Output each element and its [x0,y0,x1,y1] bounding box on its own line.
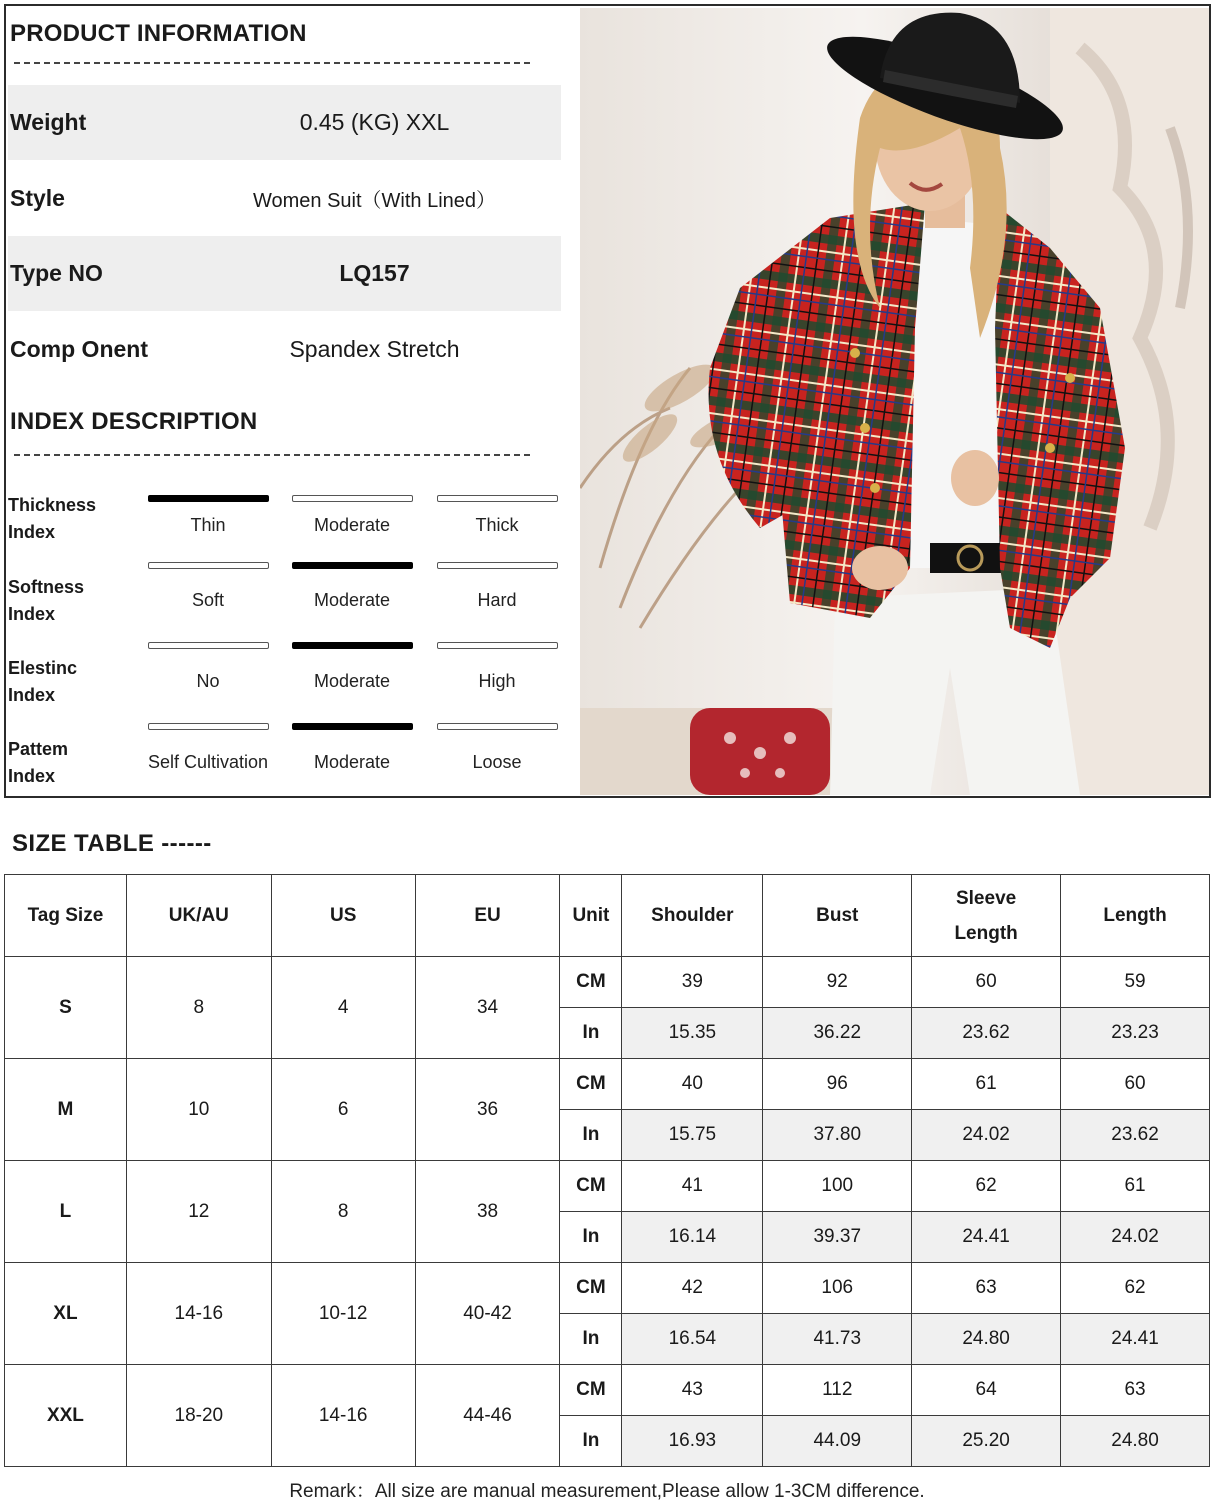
product-info-panel [4,4,1211,798]
index-bar [437,642,558,649]
sleeve-cell: 23.62 [912,1008,1061,1059]
index-label: Thickness Index [8,495,97,542]
index-option: Moderate [313,515,391,535]
table-row [5,1059,1210,1110]
index-option: Moderate [313,752,391,772]
table-row [5,1365,1210,1416]
sleeve-cell: 63 [912,1263,1061,1314]
length-cell: 24.80 [1061,1416,1210,1467]
us-cell: 8 [271,1161,415,1263]
unit-cell: In [560,1416,622,1467]
sleeve-cell: 24.02 [912,1110,1061,1161]
remark-note: Remark：All size are manual measurement,Please allow 1-3CM difference. [289,1481,925,1500]
unit-cell: CM [560,1263,622,1314]
info-value: 0.45 (KG) XXL [299,109,450,135]
index-bar [292,562,413,569]
index-description-title: INDEX DESCRIPTION [10,408,258,435]
info-row-type-no [8,236,561,311]
us-cell: 14-16 [271,1365,415,1467]
length-cell: 63 [1061,1365,1210,1416]
info-label: Comp Onent [10,336,148,362]
shoulder-cell: 39 [622,957,763,1008]
length-cell: 62 [1061,1263,1210,1314]
index-bar [292,495,413,502]
tag-size-cell: XXL [5,1365,127,1467]
index-option: Loose [472,752,522,772]
length-cell: 23.23 [1061,1008,1210,1059]
index-option: Soft [191,590,225,610]
bust-cell: 36.22 [763,1008,912,1059]
ukau-cell: 8 [126,957,271,1059]
ukau-cell: 12 [126,1161,271,1263]
shoulder-cell: 40 [622,1059,763,1110]
sleeve-cell: 24.80 [912,1314,1061,1365]
bust-cell: 44.09 [763,1416,912,1467]
info-row-component [8,312,561,387]
shoulder-cell: 41 [622,1161,763,1212]
info-row-weight [8,85,561,160]
index-bar [292,723,413,730]
header-unit: Unit [560,875,622,957]
index-option: Hard [477,590,517,610]
sleeve-cell: 25.20 [912,1416,1061,1467]
shoulder-cell: 16.54 [622,1314,763,1365]
tag-size-cell: M [5,1059,127,1161]
index-option: No [196,671,220,691]
table-row [5,1161,1210,1212]
us-cell: 6 [271,1059,415,1161]
index-option: Thin [190,515,226,535]
bust-cell: 112 [763,1365,912,1416]
length-cell: 60 [1061,1059,1210,1110]
header-tag-size: Tag Size [5,875,127,957]
index-row-elastic [6,649,566,729]
info-label: Style [10,185,65,211]
index-bar [148,495,269,502]
index-bar [148,562,269,569]
sleeve-cell: 62 [912,1161,1061,1212]
bust-cell: 100 [763,1161,912,1212]
shoulder-cell: 43 [622,1365,763,1416]
shoulder-cell: 16.93 [622,1416,763,1467]
index-option: Self Cultivation [147,752,269,772]
us-cell: 10-12 [271,1263,415,1365]
product-info-section [6,6,571,796]
ukau-cell: 10 [126,1059,271,1161]
index-label: Softness Index [8,577,85,624]
unit-cell: CM [560,957,622,1008]
sleeve-cell: 60 [912,957,1061,1008]
index-bar [148,723,269,730]
info-label: Weight [10,109,87,135]
table-row [5,1263,1210,1314]
header-us: US [271,875,415,957]
header-ukau: UK/AU [126,875,271,957]
sleeve-cell: 24.41 [912,1212,1061,1263]
shoulder-cell: 42 [622,1263,763,1314]
table-row [5,957,1210,1008]
us-cell: 4 [271,957,415,1059]
size-table [4,874,1210,1467]
length-cell: 23.62 [1061,1110,1210,1161]
index-option: Moderate [313,671,391,691]
index-bar [437,495,558,502]
index-label: Pattem Index [8,739,69,786]
index-bar [437,723,558,730]
shoulder-cell: 16.14 [622,1212,763,1263]
header-length: Length [1061,875,1210,957]
unit-cell: In [560,1008,622,1059]
bust-cell: 106 [763,1263,912,1314]
bust-cell: 41.73 [763,1314,912,1365]
info-row-style [8,161,561,236]
eu-cell: 34 [415,957,560,1059]
dashed-divider [14,62,530,64]
size-table-header-row [5,875,1210,957]
eu-cell: 44-46 [415,1365,560,1467]
unit-cell: In [560,1110,622,1161]
index-bar [148,642,269,649]
bust-cell: 92 [763,957,912,1008]
info-label: Type NO [10,260,103,286]
unit-cell: CM [560,1059,622,1110]
index-row-pattern [6,730,566,810]
index-row-thickness [6,486,566,566]
index-label: Elestinc Index [8,658,78,705]
header-sleeve-length: Sleeve Length [912,875,1061,957]
index-bar [292,642,413,649]
index-row-softness [6,568,566,648]
model-wearing-plaid-blazer-image [580,8,1209,795]
tag-size-cell: S [5,957,127,1059]
ukau-cell: 18-20 [126,1365,271,1467]
header-shoulder: Shoulder [622,875,763,957]
length-cell: 24.02 [1061,1212,1210,1263]
length-cell: 59 [1061,957,1210,1008]
length-cell: 24.41 [1061,1314,1210,1365]
length-cell: 61 [1061,1161,1210,1212]
index-option: High [478,671,516,691]
unit-cell: In [560,1212,622,1263]
index-bar [437,562,558,569]
ukau-cell: 14-16 [126,1263,271,1365]
sleeve-cell: 61 [912,1059,1061,1110]
info-value: Spandex Stretch [289,336,460,362]
sleeve-cell: 64 [912,1365,1061,1416]
info-value: LQ157 [339,260,410,286]
bust-cell: 37.80 [763,1110,912,1161]
bust-cell: 96 [763,1059,912,1110]
unit-cell: CM [560,1161,622,1212]
unit-cell: CM [560,1365,622,1416]
unit-cell: In [560,1314,622,1365]
shoulder-cell: 15.75 [622,1110,763,1161]
header-bust: Bust [763,875,912,957]
bust-cell: 39.37 [763,1212,912,1263]
info-value: Women Suit（With Lined） [252,190,497,212]
header-eu: EU [415,875,560,957]
size-table-title: SIZE TABLE ------ [12,830,212,857]
eu-cell: 40-42 [415,1263,560,1365]
dashed-divider [14,454,530,456]
tag-size-cell: L [5,1161,127,1263]
product-photo [580,8,1209,795]
eu-cell: 36 [415,1059,560,1161]
tag-size-cell: XL [5,1263,127,1365]
index-option: Moderate [313,590,391,610]
index-option: Thick [475,515,519,535]
shoulder-cell: 15.35 [622,1008,763,1059]
eu-cell: 38 [415,1161,560,1263]
product-info-title: PRODUCT INFORMATION [10,20,307,47]
